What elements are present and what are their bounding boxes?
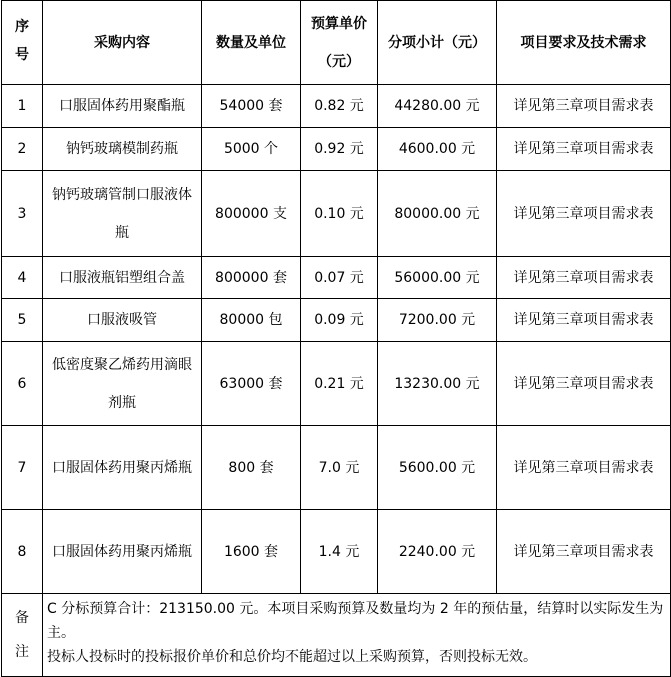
cell-qty: 800000 支 [202,171,301,257]
cell-qty: 5000 个 [202,128,301,171]
cell-price: 0.92 元 [301,128,378,171]
header-requirements: 项目要求及技术需求 [497,1,671,85]
cell-requirements: 详见第三章项目需求表 [497,342,671,426]
cell-seq: 6 [2,342,43,426]
cell-price: 0.07 元 [301,257,378,299]
cell-requirements: 详见第三章项目需求表 [497,257,671,299]
table-row [2,342,671,426]
cell-subtotal: 7200.00 元 [378,299,497,342]
cell-qty: 80000 包 [202,299,301,342]
header-subtotal: 分项小计（元） [378,1,497,85]
cell-price: 0.82 元 [301,85,378,128]
cell-price: 1.4 元 [301,510,378,594]
cell-seq: 5 [2,299,43,342]
cell-price: 7.0 元 [301,426,378,510]
cell-seq: 4 [2,257,43,299]
cell-subtotal: 13230.00 元 [378,342,497,426]
header-qty: 数量及单位 [202,1,301,85]
header-seq: 序号 [2,1,43,85]
cell-qty: 63000 套 [202,342,301,426]
cell-qty: 800 套 [202,426,301,510]
table-row [2,171,671,257]
table-row [2,257,671,299]
cell-subtotal: 44280.00 元 [378,85,497,128]
cell-content-text: 钠钙玻璃管制口服液体瓶 [52,186,192,241]
procurement-table-wrapper [1,0,671,677]
cell-requirements: 详见第三章项目需求表 [497,171,671,257]
cell-price: 0.10 元 [301,171,378,257]
table-row [2,85,671,128]
cell-content: 口服液吸管 [43,299,202,342]
cell-qty: 800000 套 [202,257,301,299]
cell-content-text: 口服固体药用聚丙烯瓶 [52,459,192,476]
table-row [2,510,671,594]
cell-subtotal: 2240.00 元 [378,510,497,594]
cell-seq: 7 [2,426,43,510]
cell-qty: 1600 套 [202,510,301,594]
cell-content-text: 低密度聚乙烯药用滴眼剂瓶 [52,356,192,411]
cell-content [43,342,202,426]
cell-subtotal: 80000.00 元 [378,171,497,257]
notes-warning-line: 投标人投标时的投标报价单价和总价均不能超过以上采购预算，否则投标无效。 [47,649,537,665]
cell-requirements: 详见第三章项目需求表 [497,426,671,510]
cell-requirements: 详见第三章项目需求表 [497,299,671,342]
cell-requirements: 详见第三章项目需求表 [497,510,671,594]
cell-seq: 1 [2,85,43,128]
notes-label: 备注 [2,594,43,677]
cell-requirements: 详见第三章项目需求表 [497,85,671,128]
notes-budget-line: C 分标预算合计：213150.00 元。本项目采购预算及数量均为 2 年的预估量，结算时以实际发生为主。 [47,601,664,641]
cell-seq: 8 [2,510,43,594]
cell-content [43,426,202,510]
cell-content [43,171,202,257]
cell-price: 0.21 元 [301,342,378,426]
cell-subtotal: 5600.00 元 [378,426,497,510]
cell-content-text: 口服固体药用聚丙烯瓶 [52,543,192,560]
cell-content: 口服固体药用聚酯瓶 [43,85,202,128]
cell-requirements: 详见第三章项目需求表 [497,128,671,171]
table-row [2,128,671,171]
table-row [2,299,671,342]
notes-row [2,594,671,677]
cell-content: 口服液瓶铝塑组合盖 [43,257,202,299]
notes-content [43,594,671,677]
cell-content [43,510,202,594]
procurement-table [1,0,671,677]
cell-subtotal: 4600.00 元 [378,128,497,171]
table-row [2,426,671,510]
cell-content: 钠钙玻璃模制药瓶 [43,128,202,171]
cell-seq: 3 [2,171,43,257]
header-price: 预算单价（元） [301,1,378,85]
cell-seq: 2 [2,128,43,171]
cell-qty: 54000 套 [202,85,301,128]
header-content: 采购内容 [43,1,202,85]
cell-price: 0.09 元 [301,299,378,342]
cell-subtotal: 56000.00 元 [378,257,497,299]
table-header-row [2,1,671,85]
